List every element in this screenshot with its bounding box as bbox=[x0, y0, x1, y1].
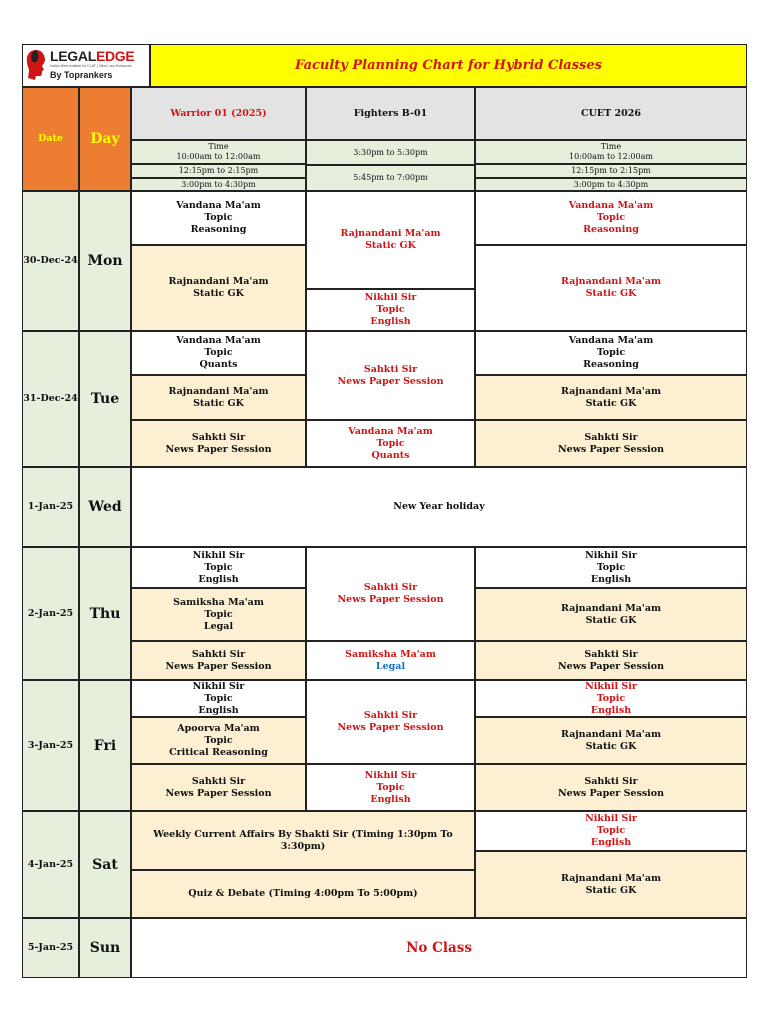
slot-cell: Rajnandani Ma'am Static GK bbox=[475, 588, 747, 641]
date-cell: 1-Jan-25 bbox=[22, 467, 79, 547]
date-cell: 4-Jan-25 bbox=[22, 811, 79, 918]
warrior-time-2: 12:15pm to 2:15pm bbox=[131, 164, 306, 178]
day-cell: Tue bbox=[79, 331, 131, 467]
slot-cell: Rajnandani Ma'am Static GK bbox=[131, 375, 306, 420]
slot-cell: Vandana Ma'am Topic Reasoning bbox=[131, 191, 306, 245]
slot-cell: Rajnandani Ma'am Static GK bbox=[475, 245, 747, 331]
day-header: Day bbox=[79, 87, 131, 191]
slot-cell: Nikhil Sir Topic English bbox=[475, 811, 747, 851]
slot-cell: Rajnandani Ma'am Static GK bbox=[306, 191, 475, 289]
date-cell: 5-Jan-25 bbox=[22, 918, 79, 978]
legaledge-logo bbox=[22, 44, 150, 87]
day-cell: Mon bbox=[79, 191, 131, 331]
fighters-time-2: 5:45pm to 7:00pm bbox=[306, 165, 475, 191]
slot-cell: Rajnandani Ma'am Static GK bbox=[475, 375, 747, 420]
slot-cell: Rajnandani Ma'am Static GK bbox=[475, 851, 747, 918]
cuet-batch-header: CUET 2026 bbox=[475, 87, 747, 140]
day-cell: Sun bbox=[79, 918, 131, 978]
slot-cell: Vandana Ma'am Topic Reasoning bbox=[475, 331, 747, 375]
slot-cell: Sahkti Sir News Paper Session bbox=[306, 680, 475, 764]
slot-cell: Sahkti Sir News Paper Session bbox=[306, 547, 475, 641]
page-title: Faculty Planning Chart for Hybrid Classes bbox=[295, 58, 602, 73]
cuet-time-3: 3:00pm to 4:30pm bbox=[475, 178, 747, 191]
slot-cell: Nikhil Sir Topic English bbox=[131, 680, 306, 717]
day-cell: Wed bbox=[79, 467, 131, 547]
slot-cell: Nikhil Sir Topic English bbox=[475, 680, 747, 717]
slot-cell: Vandana Ma'am Topic Quants bbox=[131, 331, 306, 375]
slot-cell: Nikhil Sir Topic English bbox=[306, 289, 475, 331]
slot-cell: Sahkti Sir News Paper Session bbox=[475, 764, 747, 811]
cuet-time-2: 12:15pm to 2:15pm bbox=[475, 164, 747, 178]
date-cell: 30-Dec-24 bbox=[22, 191, 79, 331]
slot-cell: Samiksha Ma'am Topic Legal bbox=[131, 588, 306, 641]
date-header: Date bbox=[22, 87, 79, 191]
slot-cell: Sahkti Sir News Paper Session bbox=[131, 641, 306, 680]
slot-cell: Apoorva Ma'am Topic Critical Reasoning bbox=[131, 717, 306, 764]
slot-cell: Nikhil Sir Topic English bbox=[131, 547, 306, 588]
slot-cell: Rajnandani Ma'am Static GK bbox=[475, 717, 747, 764]
slot-cell: Samiksha Ma'am Legal bbox=[306, 641, 475, 680]
logo-tagline: India's Best Institute for CLAT | Other Law Entrances bbox=[50, 64, 132, 68]
slot-cell: Nikhil Sir Topic English bbox=[475, 547, 747, 588]
date-cell: 2-Jan-25 bbox=[22, 547, 79, 680]
no-class-note: No Class bbox=[131, 918, 747, 978]
cuet-time-1: Time 10:00am to 12:00am bbox=[475, 140, 747, 164]
day-cell: Sat bbox=[79, 811, 131, 918]
logo-by-toprankers: By Toprankers bbox=[50, 70, 113, 80]
warrior-time-1: Time 10:00am to 12:00am bbox=[131, 140, 306, 164]
holiday-note: New Year holiday bbox=[131, 467, 747, 547]
date-cell: 3-Jan-25 bbox=[22, 680, 79, 811]
date-cell: 31-Dec-24 bbox=[22, 331, 79, 467]
fighters-batch-header: Fighters B-01 bbox=[306, 87, 475, 140]
slot-cell: Rajnandani Ma'am Static GK bbox=[131, 245, 306, 331]
slot-cell: Quiz & Debate (Timing 4:00pm To 5:00pm) bbox=[131, 870, 475, 918]
day-cell: Thu bbox=[79, 547, 131, 680]
title-banner bbox=[150, 44, 747, 87]
slot-cell: Weekly Current Affairs By Shakti Sir (Timing 1:30pm To 3:30pm) bbox=[131, 811, 475, 870]
logo-wordmark: LEGALEDGE bbox=[50, 48, 135, 64]
head-profile-icon bbox=[25, 48, 47, 84]
slot-cell: Sahkti Sir News Paper Session bbox=[131, 420, 306, 467]
slot-cell: Sahkti Sir News Paper Session bbox=[475, 641, 747, 680]
slot-cell: Sahkti Sir News Paper Session bbox=[475, 420, 747, 467]
warrior-batch-header: Warrior 01 (2025) bbox=[131, 87, 306, 140]
day-cell: Fri bbox=[79, 680, 131, 811]
slot-cell: Vandana Ma'am Topic Quants bbox=[306, 420, 475, 467]
warrior-time-3: 3:00pm to 4:30pm bbox=[131, 178, 306, 191]
slot-cell: Vandana Ma'am Topic Reasoning bbox=[475, 191, 747, 245]
slot-cell: Sahkti Sir News Paper Session bbox=[306, 331, 475, 420]
slot-cell: Sahkti Sir News Paper Session bbox=[131, 764, 306, 811]
slot-cell: Nikhil Sir Topic English bbox=[306, 764, 475, 811]
fighters-time-1: 3:30pm to 5:30pm bbox=[306, 140, 475, 165]
